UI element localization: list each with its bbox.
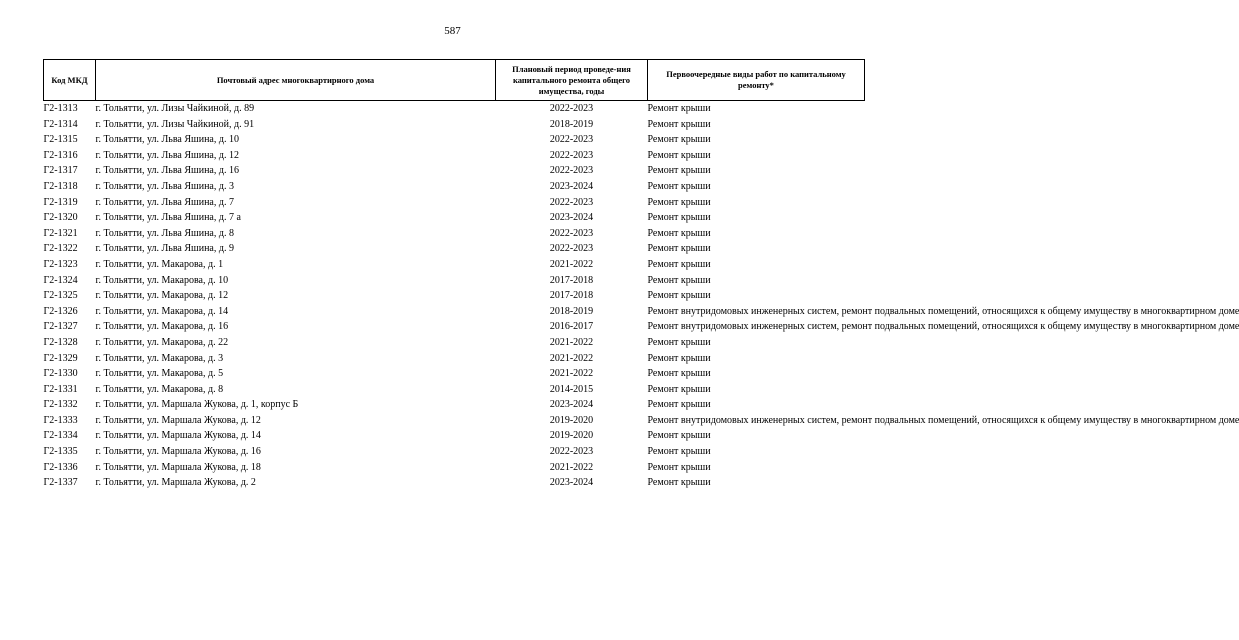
cell-code: Г2-1323: [43, 258, 78, 270]
cell-work: Ремонт крыши: [647, 477, 711, 489]
cell-address: г. Тольятти, ул. Лизы Чайкиной, д. 89: [95, 103, 255, 114]
cell-period: 2023-2024: [549, 180, 594, 192]
cell-period: 2022-2023: [549, 149, 594, 161]
table-row: [44, 335, 865, 351]
header-row: [44, 60, 865, 101]
cell-code: Г2-1314: [43, 118, 78, 130]
cell-period: 2022-2023: [549, 446, 594, 458]
table-row: [44, 163, 865, 179]
cell-address: г. Тольятти, ул. Льва Яшина, д. 10: [95, 134, 239, 146]
cell-work: Ремонт крыши: [647, 336, 711, 348]
cell-code: Г2-1331: [43, 383, 78, 395]
cell-work: Ремонт крыши: [647, 227, 711, 239]
cell-period: 2018-2019: [549, 305, 594, 317]
table-row: [44, 413, 865, 429]
cell-code: Г2-1333: [43, 414, 78, 426]
cell-work: Ремонт крыши: [647, 461, 711, 473]
cell-work: Ремонт крыши: [647, 134, 711, 146]
table-row: [44, 117, 865, 133]
cell-period: 2021-2022: [549, 461, 594, 473]
repair-schedule-table: [43, 59, 1239, 491]
cell-period: 2022-2023: [549, 196, 594, 208]
table-row: [44, 366, 865, 382]
cell-address: г. Тольятти, ул. Льва Яшина, д. 7 а: [95, 212, 241, 224]
cell-code: Г2-1316: [43, 149, 78, 161]
table-row: [44, 257, 865, 273]
cell-address: г. Тольятти, ул. Льва Яшина, д. 7: [95, 196, 234, 208]
cell-period: 2021-2022: [549, 258, 594, 270]
cell-address: г. Тольятти, ул. Макарова, д. 12: [95, 290, 229, 302]
cell-address: г. Тольятти, ул. Макарова, д. 1: [95, 258, 224, 270]
table-row: [44, 226, 865, 242]
cell-work: Ремонт крыши: [647, 103, 711, 114]
cell-work: Ремонт крыши: [647, 399, 711, 411]
cell-address: г. Тольятти, ул. Льва Яшина, д. 3: [95, 180, 234, 192]
cell-code: Г2-1322: [43, 243, 78, 255]
cell-period: 2022-2023: [549, 103, 594, 114]
cell-code: Г2-1319: [43, 196, 78, 208]
cell-work: Ремонт крыши: [647, 352, 711, 364]
table-row: [44, 351, 865, 367]
page-number: 587: [444, 25, 461, 37]
cell-period: 2022-2023: [549, 165, 594, 177]
table-row: [44, 195, 865, 211]
cell-work: Ремонт внутридомовых инженерных систем, ремонт подвальных помещений, относящихся к общему имуществу в многоквартирном доме: [647, 414, 1239, 426]
cell-work: Ремонт крыши: [647, 243, 711, 255]
cell-code: Г2-1324: [43, 274, 78, 286]
cell-code: Г2-1327: [43, 321, 78, 333]
table-row: [44, 288, 865, 304]
cell-work: Ремонт крыши: [647, 196, 711, 208]
cell-address: г. Тольятти, ул. Макарова, д. 10: [95, 274, 229, 286]
table-row: [44, 397, 865, 413]
cell-work: Ремонт крыши: [647, 383, 711, 395]
table-row: [44, 101, 865, 117]
table-row: [44, 444, 865, 460]
table-header: [44, 60, 865, 101]
cell-address: г. Тольятти, ул. Лизы Чайкиной, д. 91: [95, 118, 255, 130]
cell-period: 2022-2023: [549, 134, 594, 146]
table-row: [44, 382, 865, 398]
cell-code: Г2-1334: [43, 430, 78, 442]
cell-period: 2017-2018: [549, 290, 594, 302]
header-code: Код МКД: [44, 60, 96, 101]
table-row: [44, 304, 865, 320]
cell-address: г. Тольятти, ул. Маршала Жукова, д. 14: [95, 430, 261, 442]
cell-address: г. Тольятти, ул. Маршала Жукова, д. 12: [95, 414, 261, 426]
table-row: [44, 241, 865, 257]
cell-period: 2014-2015: [549, 383, 594, 395]
cell-code: Г2-1317: [43, 165, 78, 177]
cell-code: Г2-1320: [43, 212, 78, 224]
cell-address: г. Тольятти, ул. Льва Яшина, д. 8: [95, 227, 234, 239]
cell-code: Г2-1335: [43, 446, 78, 458]
cell-work: Ремонт крыши: [647, 165, 711, 177]
cell-work: Ремонт крыши: [647, 430, 711, 442]
cell-address: г. Тольятти, ул. Макарова, д. 16: [95, 321, 229, 333]
cell-work: Ремонт крыши: [647, 149, 711, 161]
cell-address: г. Тольятти, ул. Макарова, д. 3: [95, 352, 224, 364]
cell-period: 2019-2020: [549, 430, 594, 442]
cell-work: Ремонт крыши: [647, 118, 711, 130]
cell-period: 2023-2024: [549, 399, 594, 411]
table-row: [44, 273, 865, 289]
cell-work: Ремонт крыши: [647, 446, 711, 458]
cell-code: Г2-1336: [43, 461, 78, 473]
cell-period: 2017-2018: [549, 274, 594, 286]
cell-address: г. Тольятти, ул. Макарова, д. 14: [95, 305, 229, 317]
cell-code: Г2-1318: [43, 180, 78, 192]
cell-period: 2021-2022: [549, 368, 594, 380]
table-row: [44, 210, 865, 226]
cell-address: г. Тольятти, ул. Маршала Жукова, д. 1, корпус Б: [95, 399, 299, 411]
cell-work: Ремонт крыши: [647, 212, 711, 224]
cell-period: 2016-2017: [549, 321, 594, 333]
table-row: [44, 319, 865, 335]
cell-code: Г2-1337: [43, 477, 78, 489]
table-row: [44, 148, 865, 164]
cell-period: 2018-2019: [549, 118, 594, 130]
cell-address: г. Тольятти, ул. Маршала Жукова, д. 16: [95, 446, 261, 458]
cell-address: г. Тольятти, ул. Макарова, д. 5: [95, 368, 224, 380]
cell-period: 2023-2024: [549, 477, 594, 489]
cell-work: Ремонт крыши: [647, 258, 711, 270]
cell-work: Ремонт крыши: [647, 180, 711, 192]
cell-period: 2021-2022: [549, 336, 594, 348]
header-work: Первоочередные виды работ по капитальному ремонту*: [648, 60, 865, 101]
cell-code: Г2-1325: [43, 290, 78, 302]
cell-work: Ремонт крыши: [647, 290, 711, 302]
cell-code: Г2-1330: [43, 368, 78, 380]
cell-work: Ремонт внутридомовых инженерных систем, ремонт подвальных помещений, относящихся к общему имуществу в многоквартирном доме: [647, 321, 1239, 333]
cell-code: Г2-1321: [43, 227, 78, 239]
cell-code: Г2-1328: [43, 336, 78, 348]
cell-address: г. Тольятти, ул. Льва Яшина, д. 12: [95, 149, 239, 161]
cell-address: г. Тольятти, ул. Льва Яшина, д. 16: [95, 165, 239, 177]
cell-work: Ремонт крыши: [647, 274, 711, 286]
cell-address: г. Тольятти, ул. Макарова, д. 8: [95, 383, 224, 395]
table-row: [44, 132, 865, 148]
table-body: [43, 101, 1239, 491]
cell-address: г. Тольятти, ул. Макарова, д. 22: [95, 336, 229, 348]
cell-code: Г2-1326: [43, 305, 78, 317]
table-row: [44, 460, 865, 476]
cell-period: 2021-2022: [549, 352, 594, 364]
cell-address: г. Тольятти, ул. Льва Яшина, д. 9: [95, 243, 234, 255]
cell-period: 2019-2020: [549, 414, 594, 426]
cell-code: Г2-1332: [43, 399, 78, 411]
table-row: [44, 428, 865, 444]
cell-period: 2022-2023: [549, 243, 594, 255]
cell-address: г. Тольятти, ул. Маршала Жукова, д. 18: [95, 461, 261, 473]
header-period: Плановый период проведе-ния капитального ремонта общего имущества, годы: [496, 60, 648, 101]
header-address: Почтовый адрес многоквартирного дома: [96, 60, 496, 101]
table-row: [44, 179, 865, 195]
cell-period: 2023-2024: [549, 212, 594, 224]
cell-code: Г2-1315: [43, 134, 78, 146]
cell-work: Ремонт внутридомовых инженерных систем, ремонт подвальных помещений, относящихся к общему имуществу в многоквартирном доме: [647, 305, 1239, 317]
table-row: [44, 475, 865, 491]
cell-address: г. Тольятти, ул. Маршала Жукова, д. 2: [95, 477, 256, 489]
cell-period: 2022-2023: [549, 227, 594, 239]
cell-code: Г2-1329: [43, 352, 78, 364]
cell-work: Ремонт крыши: [647, 368, 711, 380]
cell-code: Г2-1313: [43, 103, 78, 114]
